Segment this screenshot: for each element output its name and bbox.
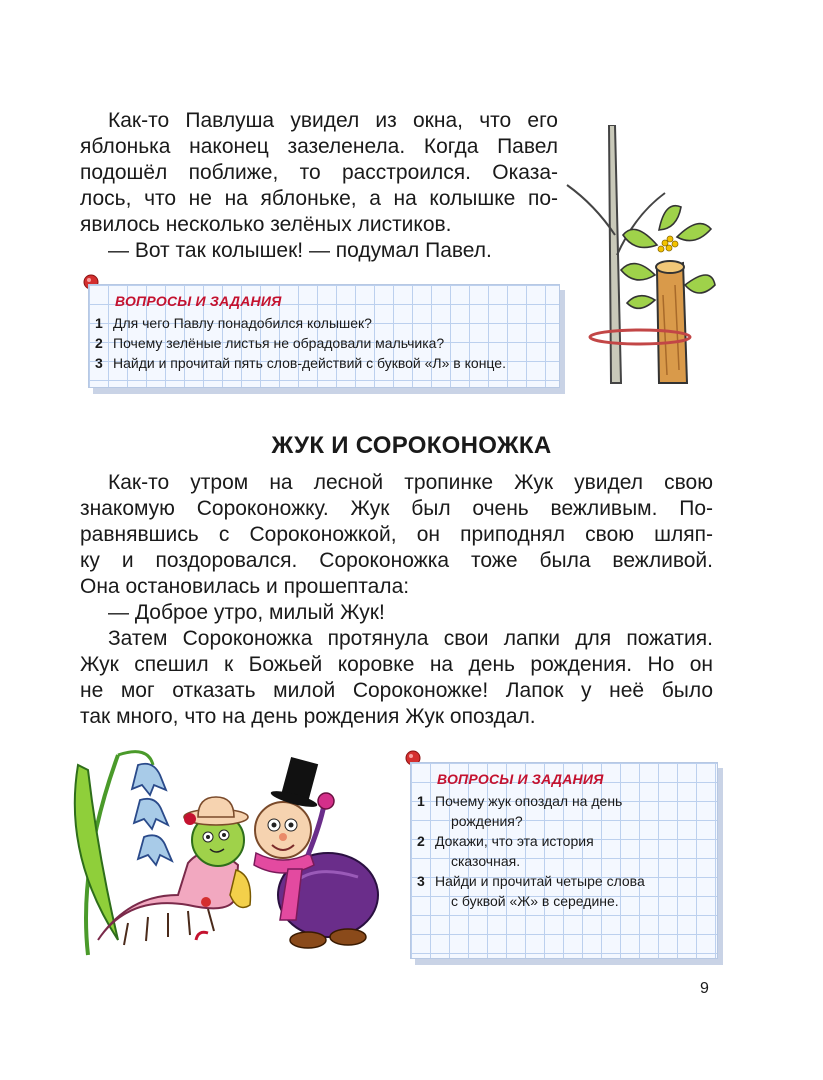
story-2-text [80, 470, 713, 730]
question-line: Докажи, что эта история [435, 833, 594, 849]
question-line: с буквой «Ж» в середине. [451, 893, 619, 909]
story-1-line: подошёл поближе, то расстроился. Оказа- [80, 161, 558, 184]
question-item [417, 871, 645, 911]
question-line: рождения? [451, 813, 523, 829]
bug-centipede-illustration [58, 745, 388, 960]
story-1-line: Как-то Павлуша увидел из окна, что его [108, 109, 558, 132]
question-line: Почему жук опоздал на день [435, 793, 623, 809]
story-2-line: Затем Сороконожка протянула свои лапки для пожатия. [108, 627, 713, 650]
page-number: 9 [700, 980, 709, 997]
story-1-line: лось, что не на яблоньке, а на колышке по- [80, 187, 558, 210]
question-line: Найди и прочитай четыре слова [435, 873, 645, 889]
question-number: 2 [417, 833, 425, 849]
story-1-line: — Вот так колышек! — подумал Павел. [108, 239, 492, 262]
question-item [95, 313, 506, 333]
question-number: 3 [417, 873, 425, 889]
question-line: сказочная. [451, 853, 521, 869]
question-text [435, 791, 645, 831]
questions-list [95, 313, 506, 373]
story-2-line: Она остановилась и прошептала: [80, 575, 410, 598]
question-text [435, 871, 645, 911]
story-2-line: — Доброе утро, милый Жук! [108, 601, 385, 624]
question-text: Найди и прочитай пять слов-действий с буквой «Л» в конце. [113, 355, 506, 371]
question-text [435, 831, 645, 871]
question-item [95, 333, 506, 353]
question-text: Для чего Павлу понадобился колышек? [113, 315, 372, 331]
question-item [95, 353, 506, 373]
story-1-text [80, 108, 558, 264]
story-2-line: ку и поздоровался. Сороконожка тоже была вежливой. [80, 549, 713, 572]
story-2-line: равнявшись с Сороконожкой, он приподнял свою шляп- [80, 523, 713, 546]
question-number: 2 [95, 335, 103, 351]
story-2-line: знакомую Сороконожку. Жук был очень вежливым. По- [80, 497, 713, 520]
question-number: 1 [95, 315, 103, 331]
story-1-line: явилось несколько зелёных листиков. [80, 213, 452, 236]
story-2-line: Как-то утром на лесной тропинке Жук увидел свою [108, 471, 713, 494]
tree-stake-illustration [565, 125, 730, 387]
question-item [417, 791, 645, 831]
story-2-line: Жук спешил к Божьей коровке на день рождения. Но он [80, 653, 713, 676]
question-number: 3 [95, 355, 103, 371]
question-text: Почему зелёные листья не обрадовали мальчика? [113, 335, 445, 351]
story-2-line: так много, что на день рождения Жук опоздал. [80, 705, 536, 728]
questions-heading: ВОПРОСЫ И ЗАДАНИЯ [437, 771, 604, 787]
questions-heading: ВОПРОСЫ И ЗАДАНИЯ [115, 293, 282, 309]
questions-box-1 [88, 284, 560, 388]
story-2-line: не мог отказать милой Сороконожке! Лапок у неё было [80, 679, 713, 702]
questions-list [417, 791, 645, 911]
story-title: ЖУК И СОРОКОНОЖКА [271, 432, 552, 459]
story-1-line: яблонька наконец зазеленела. Когда Павел [80, 135, 558, 158]
question-number: 1 [417, 793, 425, 809]
question-item [417, 831, 645, 871]
questions-box-2 [410, 762, 718, 959]
